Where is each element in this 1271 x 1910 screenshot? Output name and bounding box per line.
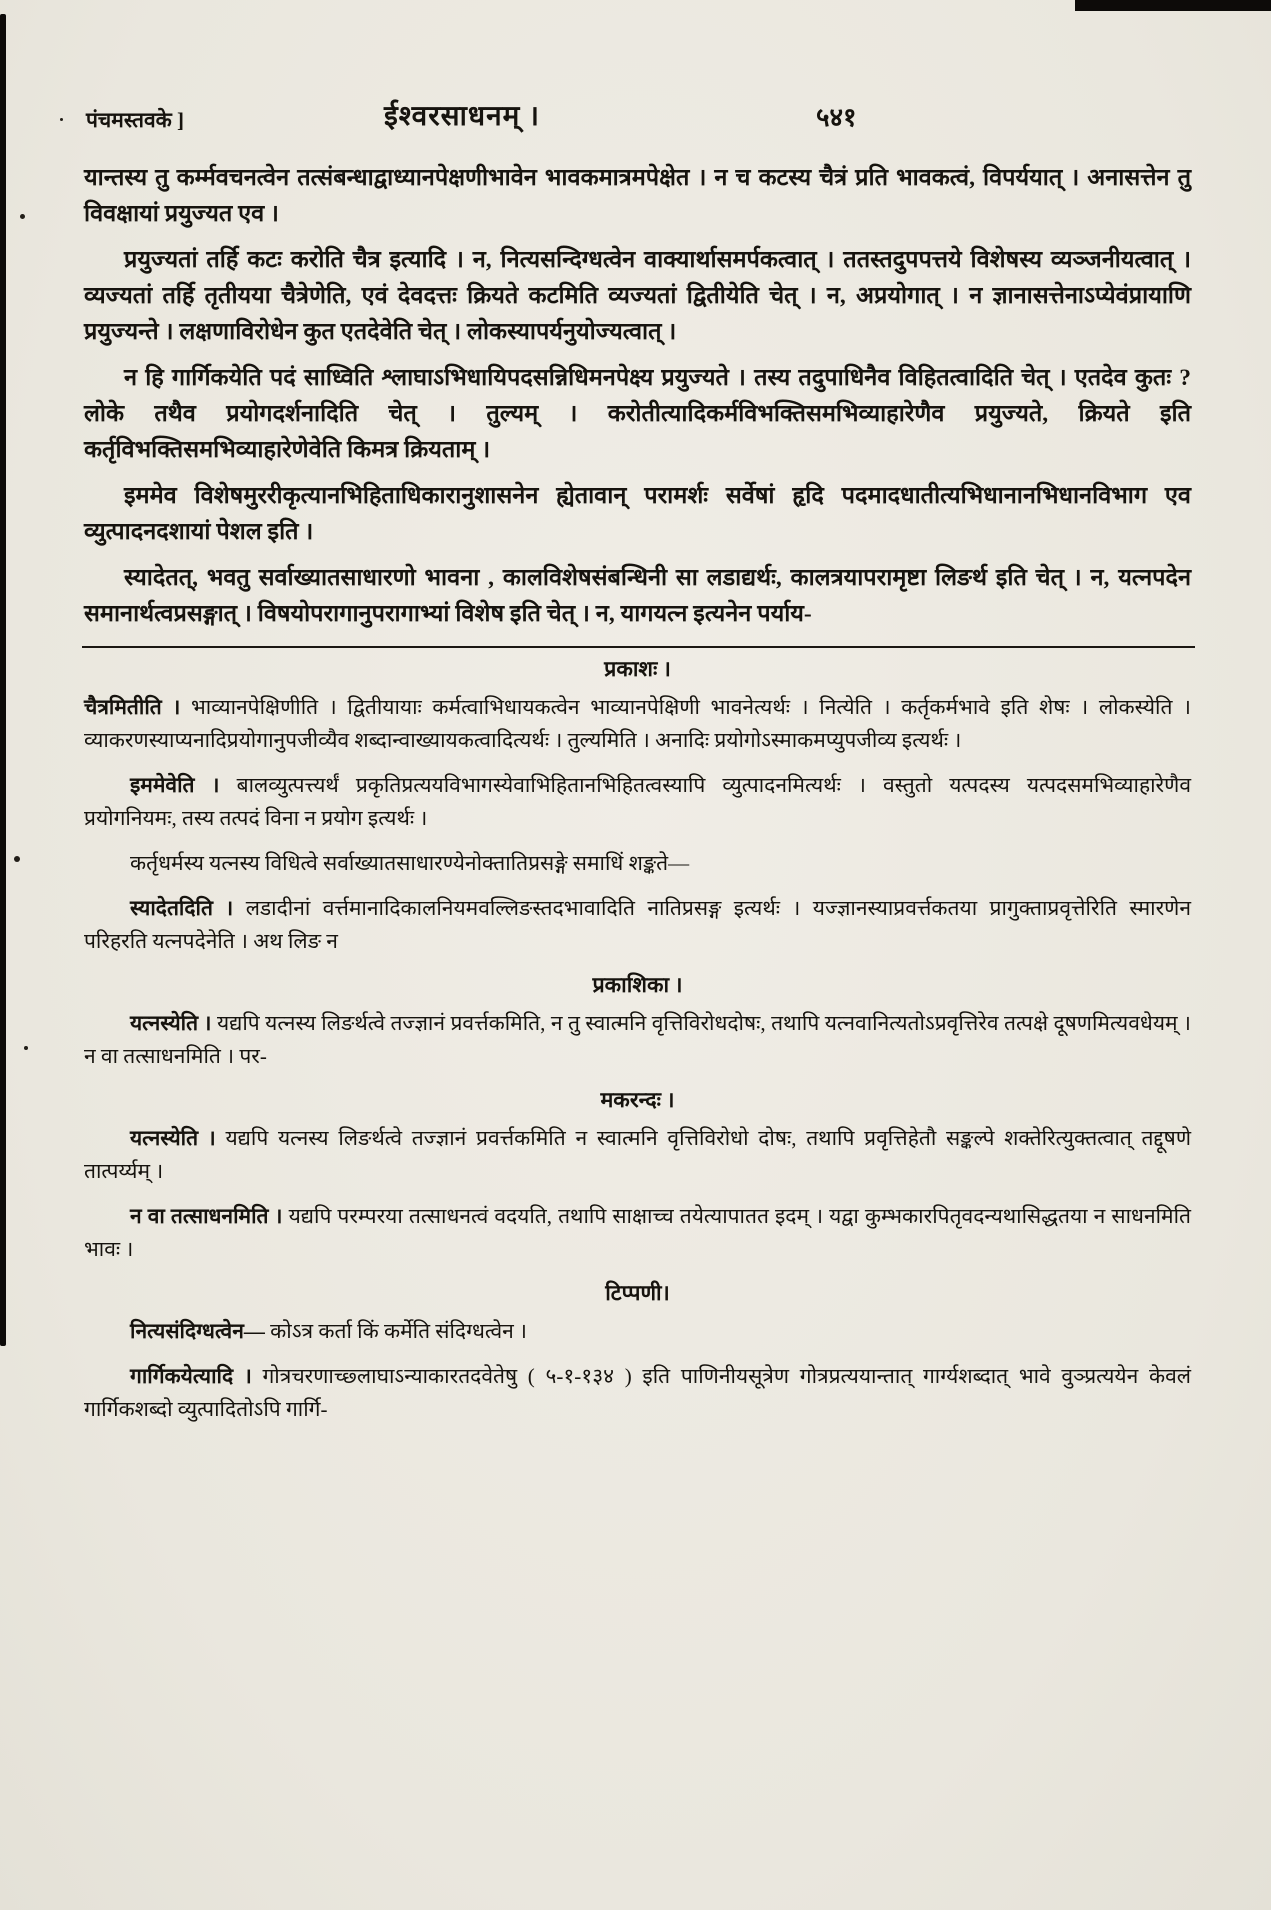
section-divider-rule	[82, 646, 1195, 648]
scan-speck	[60, 118, 63, 121]
makaranda-paragraph-2	[84, 1200, 1191, 1266]
tippani-paragraph-1	[84, 1315, 1191, 1348]
pratika-lead: स्यादेतदिति ।	[130, 896, 234, 920]
pratika-lead: चैत्रमितीति ।	[84, 695, 181, 719]
tippani-paragraph-2	[84, 1360, 1191, 1426]
pratika-lead: न वा तत्साधनमिति ।	[130, 1204, 283, 1228]
paragraph-text: कर्तृधर्मस्य यत्नस्य विधित्वे सर्वाख्यातसाधारण्येनोक्तातिप्रसङ्गे समाधिं शङ्कते—	[130, 851, 690, 875]
mula-paragraph-2: प्रयुज्यतां तर्हि कटः करोति चैत्र इत्यादि । न, नित्यसन्दिग्धत्वेन वाक्यार्थासमर्पकत्वात् । ततस्तदुपपत्तये विशेषस्य व्यञ्जनीयत्वात् । व्यज्यतां तर्हि तृतीयया चैत्रेणेति, एवं देवदत्तः क्रियते कटमिति व्यज्यतां द्वितीयेति चेत् । न, अप्रयोगात् । न ज्ञानासत्तेनाऽप्येवंप्रायाणि प्रयुज्यन्ते । लक्षणाविरोधेन कुत एतदेवेति चेत् । लोकस्यापर्यनुयोज्यत्वात् ।	[84, 247, 1191, 345]
section-title-tippani: टिप्पणी।	[605, 1281, 670, 1305]
book-title: ईश्वरसाधनम् ।	[384, 101, 540, 132]
scan-artifact-top-right-bar	[1075, 0, 1271, 11]
section-title-prakashika: प्रकाशिका ।	[592, 973, 683, 997]
mula-paragraph-5: स्यादेतत्, भवतु सर्वाख्यातसाधारणो भावना , कालविशेषसंबन्धिनी सा लडाद्यर्थः, कालत्रयापरामृष्टा लिङर्थ इति चेत् । न, यत्नपदेन समानार्थत्वप्रसङ्गात् । विषयोपरागानुपरागाभ्यां विशेष इति चेत् । न, यागयत्न इत्यनेन पर्याय-	[84, 565, 1191, 627]
section-makaranda	[84, 1085, 1191, 1266]
section-prakasha	[84, 654, 1191, 958]
prakasha-paragraph-1	[84, 691, 1191, 757]
paragraph-text: यद्यपि परम्परया तत्साधनत्वं वदयति, तथापि साक्षाच्च तयेत्यापातत इदम् । यद्वा कुम्भकारपितृवदन्यथासिद्धतया न साधनमिति भावः ।	[84, 1204, 1191, 1261]
paragraph-text: बालव्युत्पत्त्यर्थं प्रकृतिप्रत्ययविभागस्येवाभिहितानभिहितत्वस्यापि व्युत्पादनमित्यर्थः । वस्तुतो यत्पदस्य यत्पदसमभिव्याहारेणैव प्रयोगनियमः, तस्य तत्पदं विना न प्रयोग इत्यर्थः ।	[84, 773, 1192, 830]
pratika-lead: यत्नस्येति ।	[130, 1011, 212, 1035]
paragraph-text: कोऽत्र कर्ता किं कर्मेति संदिग्धत्वेन ।	[270, 1319, 527, 1343]
mula-paragraph-1: यान्तस्य तु कर्म्मवचनत्वेन तत्संबन्धाद्वाध्यानपेक्षणीभावेन भावकमात्रमपेक्षेत । न च कटस्य चैत्रं प्रति भावकत्वं, विपर्ययात् । अनासत्तेन तु विवक्षायां प्रयुज्यत एव ।	[84, 165, 1191, 227]
section-title-prakasha: प्रकाशः ।	[604, 657, 671, 681]
paragraph-text: यद्यपि यत्नस्य लिङर्थत्वे तज्ज्ञानं प्रवर्त्तकमिति न स्वात्मनि वृत्तिविरोधो दोषः, तथापि प्रवृत्तिहेतौ सङ्कल्पे शक्तेरित्युक्तत्वात् तद्दूषणे तात्पर्य्यम् ।	[84, 1126, 1191, 1183]
pratika-lead: यत्नस्येति ।	[130, 1126, 216, 1150]
page-number: ५४१	[816, 103, 857, 132]
makaranda-paragraph-1	[84, 1122, 1191, 1188]
paragraph-text: गोत्रचरणाच्छ्लाघाऽन्याकारतदवेतेषु ( ५-१-१३४ ) इति पाणिनीयसूत्रेण गोत्रप्रत्ययान्तात् गार्ग्यशब्दात् भावे वुञ्प्रत्ययेन केवलं गार्गिकशब्दो व्युत्पादितोऽपि गार्गि-	[84, 1364, 1191, 1421]
section-title-makaranda: मकरन्दः ।	[600, 1088, 675, 1112]
prakasha-paragraph-4	[84, 892, 1191, 958]
scan-speck	[24, 1046, 28, 1050]
prakasha-paragraph-3	[84, 847, 1191, 880]
pratika-lead: नित्यसंदिग्धत्वेन—	[130, 1319, 265, 1343]
section-tippani	[84, 1278, 1191, 1426]
pratika-lead: गार्गिकयेत्यादि ।	[130, 1364, 252, 1388]
page-header	[84, 96, 1191, 138]
running-title-left: पंचमस्तवके ]	[86, 108, 185, 132]
scan-speck	[14, 856, 20, 862]
mula-paragraph-4: इममेव विशेषमुररीकृत्यानभिहिताधिकारानुशासनेन ह्येतावान् परामर्शः सर्वेषां हृदि पदमादधातीत्यभिधानानभिधानविभाग एव व्युत्पादनदशायां पेशल इति ।	[84, 483, 1191, 545]
paragraph-text: यद्यपि यत्नस्य लिङर्थत्वे तज्ज्ञानं प्रवर्त्तकमिति, न तु स्वात्मनि वृत्तिविरोधदोषः, तथापि यत्नवानित्यतोऽप्रवृत्तिरेव तत्पक्षे दूषणमित्यवधेयम् । न वा तत्साधनमिति । पर-	[84, 1011, 1191, 1068]
mula-paragraph-3: न हि गार्गिकयेति पदं साध्विति श्लाघाऽभिधायिपदसन्निधिमनपेक्ष्य प्रयुज्यते । तस्य तदुपाधिनैव विहितत्वादिति चेत् । एतदेव कुतः ? लोके तथैव प्रयोगदर्शनादिति चेत् । तुल्यम् । करोतीत्यादिकर्मविभक्तिसमभिव्याहारेणैव प्रयुज्यते, क्रियते इति कर्तृविभक्तिसमभिव्याहारेणेवेति किमत्र क्रियताम् ।	[84, 365, 1191, 463]
mula-text-block	[84, 160, 1191, 632]
paragraph-text: लडादीनां वर्त्तमानादिकालनियमवल्लिङस्तदभावादिति नातिप्रसङ्ग इत्यर्थः । यज्ज्ञानस्याप्रवर्त्तकतया प्रागुक्ताप्रवृत्तेरिति स्मारणेन परिहरति यत्नपदेनेति । अथ लिङ न	[84, 896, 1191, 953]
paragraph-text: भाव्यानपेक्षिणीति । द्वितीयायाः कर्मत्वाभिधायकत्वेन भाव्यानपेक्षिणी भावनेत्यर्थः । नित्येति । कर्तृकर्मभावे इति शेषः । लोकस्येति । व्याकरणस्याप्यनादिप्रयोगानुपजीव्यैव शब्दान्वाख्यायकत्वादित्यर्थः । तुल्यमिति । अनादिः प्रयोगोऽस्माकमप्युपजीव्य इत्यर्थः ।	[84, 695, 1192, 752]
scan-speck	[20, 214, 25, 219]
section-prakashika	[84, 970, 1191, 1073]
prakashika-paragraph-1	[84, 1007, 1191, 1073]
prakasha-paragraph-2	[84, 769, 1191, 835]
pratika-lead: इममेवेति ।	[130, 773, 220, 797]
commentary-block	[84, 654, 1191, 1426]
scan-artifact-left-edge-line	[0, 14, 6, 1346]
